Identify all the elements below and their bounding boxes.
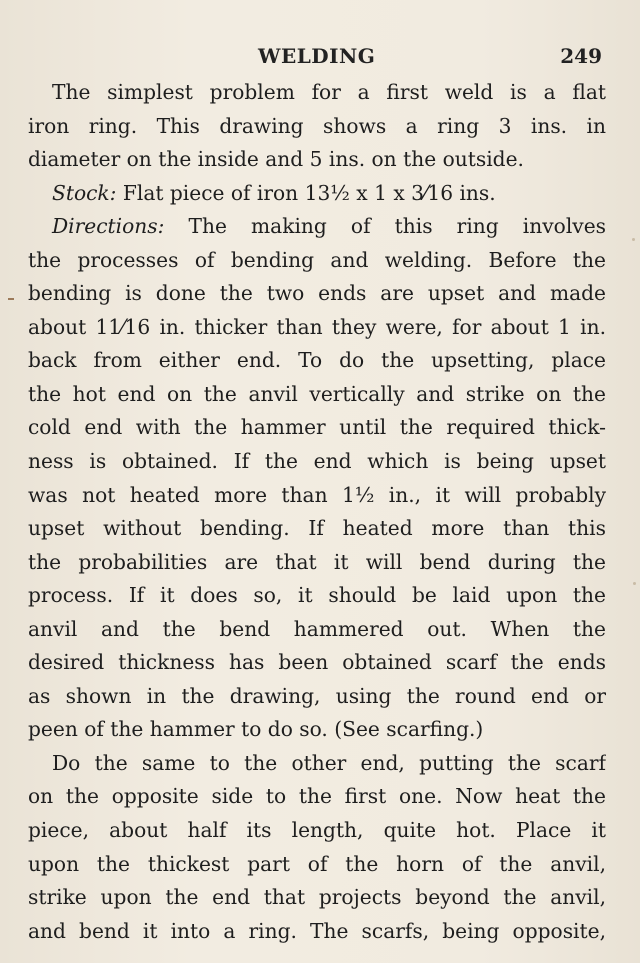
text-line: upon the thickest part of the horn of the anvil, <box>28 851 606 876</box>
text-line: iron ring. This drawing shows a ring 3 ins. in <box>28 113 606 138</box>
text-line: the hot end on the anvil vertically and strike on the <box>28 381 606 406</box>
margin-mark <box>8 298 14 300</box>
paper-spot <box>633 582 636 585</box>
text-line: the probabilities are that it will bend during the <box>28 549 606 574</box>
text-line: upset without bending. If heated more than this <box>28 516 606 541</box>
text-line: anvil and the bend hammered out. When the <box>28 616 606 641</box>
text-line: ness is obtained. If the end which is being upset <box>28 449 606 474</box>
stock-text: Flat piece of iron 13½ x 1 x 3⁄16 ins. <box>116 180 496 205</box>
directions-label: Directions: <box>52 214 165 239</box>
stock-label: Stock: <box>52 180 117 205</box>
text-line: as shown in the drawing, using the round end or <box>28 683 606 708</box>
text-line: was not heated more than 1½ in., it will probably <box>28 482 606 507</box>
text-line: The simplest problem for a first weld is a flat <box>52 80 606 104</box>
directions-text: The making of this ring involves <box>164 214 606 239</box>
running-head: WELDING <box>258 44 376 68</box>
text-line: peen of the hammer to do so. (See scarfing.) <box>28 717 484 742</box>
body-text <box>28 76 606 948</box>
text-line: desired thickness has been obtained scarf the ends <box>28 650 606 675</box>
text-line: about 11⁄16 in. thicker than they were, for about 1 in. <box>28 314 606 339</box>
text-line: diameter on the inside and 5 ins. on the outside. <box>28 147 524 172</box>
text-line: Do the same to the other end, putting the scarf <box>52 750 606 775</box>
text-line: on the opposite side to the first one. Now heat the <box>28 784 606 809</box>
directions-line <box>28 210 606 244</box>
text-line: bending is done the two ends are upset and made <box>28 281 606 306</box>
text-line: the processes of bending and welding. Before the <box>28 247 606 272</box>
text-line: cold end with the hammer until the required thick- <box>28 415 606 440</box>
stock-line <box>28 177 606 211</box>
text-line: piece, about half its length, quite hot. Place it <box>28 818 606 843</box>
text-line: process. If it does so, it should be laid upon the <box>28 583 606 608</box>
text-line: and bend it into a ring. The scarfs, being opposite, <box>28 918 606 943</box>
page-number: 249 <box>560 44 602 68</box>
page-header <box>0 44 640 74</box>
text-line: strike upon the end that projects beyond the anvil, <box>28 885 606 910</box>
text-line: back from either end. To do the upsetting, place <box>28 348 606 373</box>
paper-spot <box>632 238 635 241</box>
